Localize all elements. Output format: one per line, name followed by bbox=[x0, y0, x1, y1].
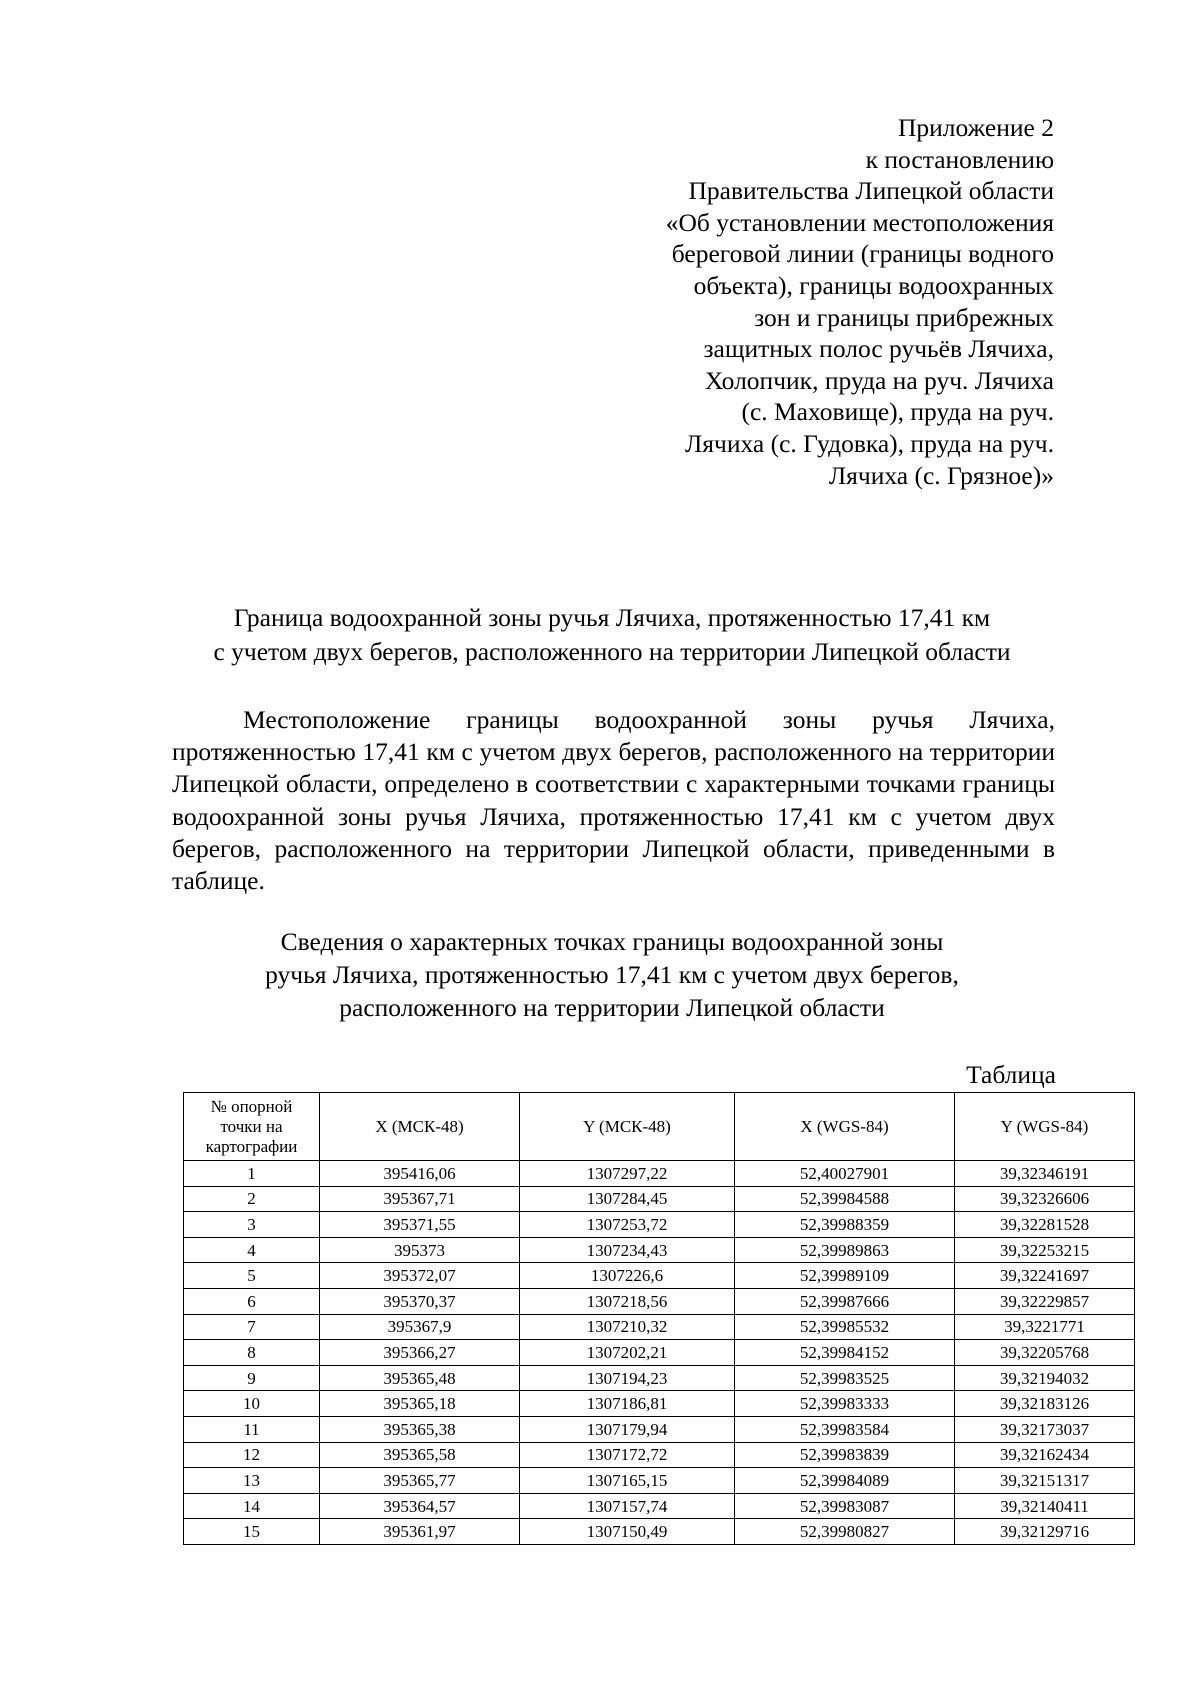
cell-x-msk: 395372,07 bbox=[320, 1263, 520, 1289]
cell-x-msk: 395365,38 bbox=[320, 1416, 520, 1442]
cell-y-wgs: 39,32151317 bbox=[955, 1468, 1135, 1494]
cell-y-msk: 1307157,74 bbox=[520, 1493, 735, 1519]
cell-x-msk: 395371,55 bbox=[320, 1212, 520, 1238]
table-row bbox=[184, 1186, 1135, 1212]
cell-point-number: 4 bbox=[184, 1237, 320, 1263]
cell-point-number: 15 bbox=[184, 1519, 320, 1545]
table-row bbox=[184, 1212, 1135, 1238]
cell-x-wgs: 52,39987666 bbox=[735, 1288, 955, 1314]
cell-point-number: 5 bbox=[184, 1263, 320, 1289]
cell-x-wgs: 52,39983839 bbox=[735, 1442, 955, 1468]
cell-point-number: 2 bbox=[184, 1186, 320, 1212]
appendix-line: (с. Маховище), пруда на руч. bbox=[741, 397, 1054, 427]
cell-y-wgs: 39,32253215 bbox=[955, 1237, 1135, 1263]
table-row bbox=[184, 1519, 1135, 1545]
cell-point-number: 7 bbox=[184, 1314, 320, 1340]
cell-point-number: 3 bbox=[184, 1212, 320, 1238]
cell-x-wgs: 52,39984588 bbox=[735, 1186, 955, 1212]
header-x-msk: X (МСК-48) bbox=[320, 1093, 520, 1161]
cell-y-msk: 1307253,72 bbox=[520, 1212, 735, 1238]
table-header-row bbox=[184, 1093, 1135, 1161]
table-row bbox=[184, 1493, 1135, 1519]
cell-x-msk: 395365,48 bbox=[320, 1365, 520, 1391]
cell-y-wgs: 39,32140411 bbox=[955, 1493, 1135, 1519]
appendix-line: «Об установлении местоположения bbox=[665, 207, 1054, 237]
cell-x-msk: 395365,18 bbox=[320, 1391, 520, 1417]
table-row bbox=[184, 1391, 1135, 1417]
cell-point-number: 8 bbox=[184, 1340, 320, 1366]
cell-y-msk: 1307150,49 bbox=[520, 1519, 735, 1545]
cell-x-wgs: 52,39988359 bbox=[735, 1212, 955, 1238]
table-row bbox=[184, 1365, 1135, 1391]
cell-x-msk: 395367,9 bbox=[320, 1314, 520, 1340]
cell-point-number: 6 bbox=[184, 1288, 320, 1314]
appendix-line: Лячиха (с. Гудовка), пруда на руч. bbox=[685, 428, 1054, 458]
cell-y-msk: 1307284,45 bbox=[520, 1186, 735, 1212]
cell-point-number: 14 bbox=[184, 1493, 320, 1519]
cell-x-wgs: 52,39989863 bbox=[735, 1237, 955, 1263]
cell-x-wgs: 52,39989109 bbox=[735, 1263, 955, 1289]
header-x-wgs: X (WGS-84) bbox=[735, 1093, 955, 1161]
cell-x-msk: 395367,71 bbox=[320, 1186, 520, 1212]
header-y-msk: Y (МСК-48) bbox=[520, 1093, 735, 1161]
cell-x-msk: 395365,77 bbox=[320, 1468, 520, 1494]
appendix-line: береговой линии (границы водного bbox=[671, 239, 1054, 269]
cell-y-msk: 1307234,43 bbox=[520, 1237, 735, 1263]
header-y-wgs: Y (WGS-84) bbox=[955, 1093, 1135, 1161]
table-row bbox=[184, 1468, 1135, 1494]
cell-y-wgs: 39,32205768 bbox=[955, 1340, 1135, 1366]
cell-y-wgs: 39,32229857 bbox=[955, 1288, 1135, 1314]
cell-y-wgs: 39,32346191 bbox=[955, 1161, 1135, 1187]
cell-x-msk: 395361,97 bbox=[320, 1519, 520, 1545]
cell-y-msk: 1307179,94 bbox=[520, 1416, 735, 1442]
cell-x-wgs: 52,39985532 bbox=[735, 1314, 955, 1340]
cell-y-wgs: 39,32326606 bbox=[955, 1186, 1135, 1212]
table-row bbox=[184, 1263, 1135, 1289]
cell-y-msk: 1307210,32 bbox=[520, 1314, 735, 1340]
table-row bbox=[184, 1442, 1135, 1468]
table-row bbox=[184, 1340, 1135, 1366]
appendix-line: Приложение 2 bbox=[898, 113, 1054, 142]
cell-y-wgs: 39,32194032 bbox=[955, 1365, 1135, 1391]
title-line: с учетом двух берегов, расположенного на территории Липецкой области bbox=[213, 637, 1011, 666]
appendix-line: к постановлению bbox=[865, 144, 1054, 174]
cell-x-wgs: 52,39984089 bbox=[735, 1468, 955, 1494]
cell-x-msk: 395366,27 bbox=[320, 1340, 520, 1366]
caption-line: Сведения о характерных точках границы водоохранной зоны bbox=[280, 927, 944, 956]
table-label: Таблица bbox=[966, 1060, 1056, 1089]
appendix-line: зон и границы прибрежных bbox=[754, 302, 1054, 332]
cell-x-msk: 395364,57 bbox=[320, 1493, 520, 1519]
title-line: Граница водоохранной зоны ручья Лячиха, протяженностью 17,41 км bbox=[233, 603, 991, 632]
cell-x-wgs: 52,39983087 bbox=[735, 1493, 955, 1519]
caption-line: ручья Лячиха, протяженностью 17,41 км с учетом двух берегов, bbox=[265, 960, 959, 989]
document-title bbox=[0, 601, 1200, 669]
cell-point-number: 12 bbox=[184, 1442, 320, 1468]
table-row bbox=[184, 1314, 1135, 1340]
cell-x-wgs: 52,39980827 bbox=[735, 1519, 955, 1545]
table-caption bbox=[0, 925, 1200, 1024]
cell-x-wgs: 52,39983525 bbox=[735, 1365, 955, 1391]
cell-y-wgs: 39,32183126 bbox=[955, 1391, 1135, 1417]
cell-x-msk: 395373 bbox=[320, 1237, 520, 1263]
cell-x-wgs: 52,39983333 bbox=[735, 1391, 955, 1417]
cell-y-msk: 1307194,23 bbox=[520, 1365, 735, 1391]
cell-y-msk: 1307172,72 bbox=[520, 1442, 735, 1468]
cell-y-wgs: 39,32129716 bbox=[955, 1519, 1135, 1545]
cell-x-wgs: 52,40027901 bbox=[735, 1161, 955, 1187]
appendix-header bbox=[534, 112, 1054, 491]
cell-y-wgs: 39,32281528 bbox=[955, 1212, 1135, 1238]
cell-x-wgs: 52,39983584 bbox=[735, 1416, 955, 1442]
table-row bbox=[184, 1161, 1135, 1187]
appendix-line: Лячиха (с. Грязное)» bbox=[828, 460, 1054, 490]
cell-point-number: 1 bbox=[184, 1161, 320, 1187]
table-row bbox=[184, 1288, 1135, 1314]
cell-y-msk: 1307165,15 bbox=[520, 1468, 735, 1494]
cell-y-msk: 1307202,21 bbox=[520, 1340, 735, 1366]
cell-y-msk: 1307186,81 bbox=[520, 1391, 735, 1417]
header-point-number: № опорной точки на картографии bbox=[184, 1093, 320, 1161]
appendix-line: объекта), границы водоохранных bbox=[693, 270, 1054, 300]
body-paragraph: Местоположение границы водоохранной зоны ручья Лячиха, протяженностью 17,41 км с учетом двух берегов, расположенного на территории Липецкой области, определено в соответствии с характерными точками границы водоохранной зоны ручья Лячиха, протяженностью 17,41 км с учетом двух берегов, расположенного на территории Липецкой области, приведенными в таблице. bbox=[172, 705, 1055, 896]
cell-x-msk: 395365,58 bbox=[320, 1442, 520, 1468]
cell-x-wgs: 52,39984152 bbox=[735, 1340, 955, 1366]
cell-y-msk: 1307297,22 bbox=[520, 1161, 735, 1187]
cell-y-wgs: 39,3221771 bbox=[955, 1314, 1135, 1340]
caption-line: расположенного на территории Липецкой области bbox=[339, 993, 885, 1022]
table-row bbox=[184, 1416, 1135, 1442]
cell-y-msk: 1307226,6 bbox=[520, 1263, 735, 1289]
cell-y-wgs: 39,32241697 bbox=[955, 1263, 1135, 1289]
appendix-line: защитных полос ручьёв Лячиха, bbox=[703, 334, 1054, 364]
appendix-line: Правительства Липецкой области bbox=[688, 176, 1054, 206]
cell-point-number: 9 bbox=[184, 1365, 320, 1391]
appendix-line: Холопчик, пруда на руч. Лячиха bbox=[704, 365, 1054, 395]
cell-y-wgs: 39,32162434 bbox=[955, 1442, 1135, 1468]
cell-y-wgs: 39,32173037 bbox=[955, 1416, 1135, 1442]
table-row bbox=[184, 1237, 1135, 1263]
cell-point-number: 13 bbox=[184, 1468, 320, 1494]
cell-point-number: 10 bbox=[184, 1391, 320, 1417]
cell-point-number: 11 bbox=[184, 1416, 320, 1442]
cell-x-msk: 395416,06 bbox=[320, 1161, 520, 1187]
cell-x-msk: 395370,37 bbox=[320, 1288, 520, 1314]
cell-y-msk: 1307218,56 bbox=[520, 1288, 735, 1314]
points-table bbox=[183, 1092, 1135, 1545]
